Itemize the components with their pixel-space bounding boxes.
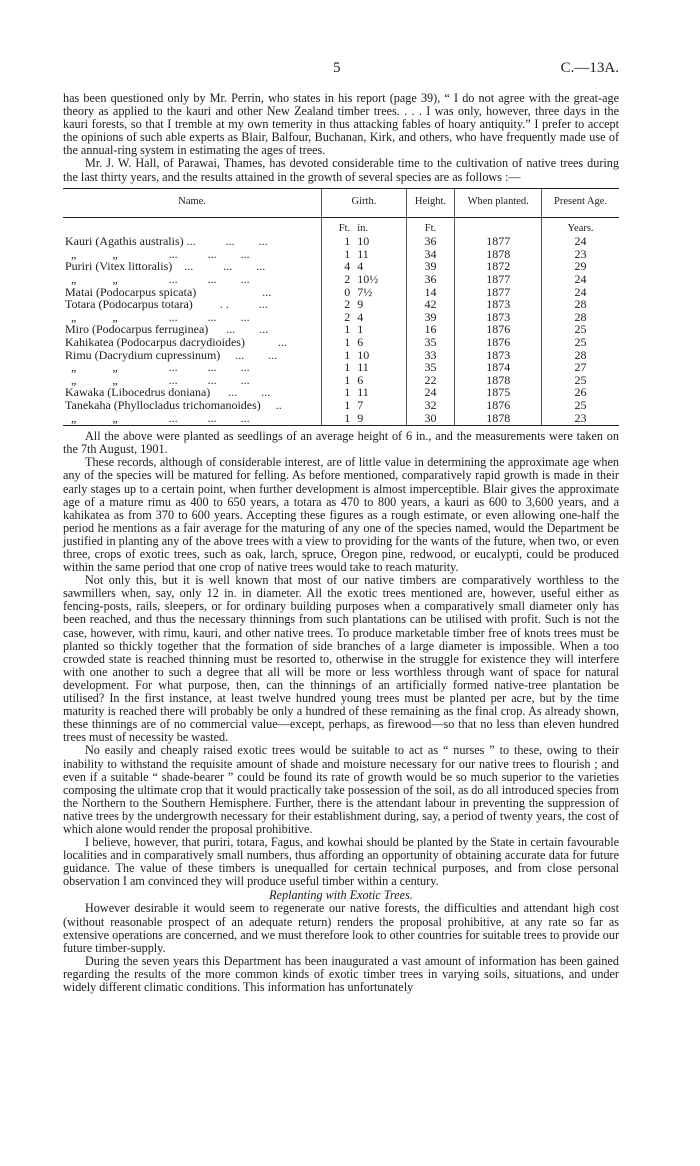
girth-feet: 0 [344,284,351,299]
tree-growth-table [63,188,619,427]
table-body [63,217,619,426]
girth-inches: 7½ [357,284,373,299]
age-cell: 28 [542,349,619,362]
height-cell: 14 [406,286,455,299]
age-cell: 27 [542,361,619,374]
height-cell: 24 [406,386,455,399]
girth-cell [322,311,406,324]
girth-feet: 4 [344,259,351,274]
tree-name: „ „ ... ... ... [63,412,322,426]
header-present-age: Present Age. [542,188,619,217]
header-when-planted: When planted. [455,188,542,217]
tree-name: „ „ ... ... ... [65,360,250,375]
planted-cell: 1877 [455,235,542,248]
girth-feet: 1 [344,410,351,425]
tree-name: „ „ ... ... ... [65,309,250,324]
girth-feet: 1 [344,322,351,337]
unit-inches: in. [357,222,368,234]
girth-feet: 2 [344,272,351,287]
height-cell: 35 [406,336,455,349]
unit-years: Years. [542,217,619,235]
girth-inches: 6 [357,335,364,349]
planted-cell: 1876 [455,399,542,412]
girth-cell [322,273,406,286]
table-row [63,361,619,374]
girth-cell [322,399,406,412]
table-row [63,399,619,412]
table-row [63,412,619,426]
unit-feet: Ft. [338,222,351,234]
header-girth: Girth. [322,188,406,217]
units-row [63,217,619,235]
girth-inches: 9 [357,410,364,425]
planted-cell: 1873 [455,349,542,362]
planted-cell: 1876 [455,323,542,336]
tree-name: Puriri (Vitex littoralis) ... ... ... [65,259,266,274]
paragraph-records: These records, although of considerable interest, are of little value in determining the approximate age when any of the species will be matured for felling. As before mentioned, comparatively rapid growth is made in their early stages up to a certain point, when further development is almost imperceptible. Blair gives the approximate age of a mature rimu as 400 to 650 years, a totara as 470 to 800 years, a kauri as 600 to 3,600 years, and a kahikatea as from 370 to 600 years. Accepting these figures as a rough estimate, or even allowing one-half the period he mentions as a fair average for the maturing of any one of the species named, would the Department be justified in planting any of the above trees with a view to providing for the wants of the future, when two, or even three, crops of exotic trees, such as oak, larch, spruce, Oregon pine, redwood, or eucalypti, could be produced within the same period that one crop of native trees would take to reach maturity. [63,455,619,575]
height-cell: 34 [406,248,455,261]
height-cell: 36 [406,235,455,248]
age-cell: 26 [542,386,619,399]
girth-inches: 4 [357,259,364,274]
height-cell: 22 [406,374,455,387]
planted-cell: 1873 [455,298,542,311]
age-cell: 28 [542,298,619,311]
table-row [63,298,619,311]
paragraph-regenerate: However desirable it would seem to regenerate our native forests, the difficulties and attendant high cost (without reasonable prospect of an adequate return) renders the proposal prohibitive, at any rate so far as extensive operations are concerned, and we must therefore look to other countries for suitable trees to provide our future timber-supply. [63,901,619,955]
planted-cell: 1878 [455,412,542,426]
tree-name: Kauri (Agathis australis) ... ... ... [65,234,268,249]
height-cell: 33 [406,349,455,362]
paragraph-thinnings: Not only this, but it is well known that most of our native timbers are comparatively worthless to the sawmillers when, say, only 12 in. in diameter. All the exotic trees mentioned are, however, useful either as fencing-posts, rails, sleepers, or for ordinary building purposes when a comparatively small diameter only has been reached, and thus the necessary thinnings from such plantations can be utilised with profit. Such is not the case, however, with rimu, kauri, and other native trees. To produce marketable timber free of knots trees must be planted so thickly together that the formation of side branches of a large diameter is impossible. When a too crowded state is reached thinning must be resorted to, otherwise in the struggle for existence they will interfere with one another to such a degree that all will be more or less worthless through want of space for natural development. For what purpose, then, can the thinnings of an artificially formed native-tree plantation be utilised? In the first instance, at least twelve hundred young trees must be planted per acre, but by the time maturity is reached there will probably be only a hundred of these remaining as the final crop. As already shown, these thinnings are of no commercial value—except, perhaps, as firewood—so that no less than eleven hundred trees must of necessity be wasted. [63,573,619,745]
girth-inches: 11 [357,385,369,400]
age-cell: 28 [542,311,619,324]
girth-cell [322,361,406,374]
paragraph-continuation: has been questioned only by Mr. Perrin, who states in his report (page 39), “ I do not agree with the great-age theory as applied to the kauri and other New Zealand timber trees. . . . I was only, however, three days in the kauri forests, so that I tremble at my own temerity in thus attacking fables of hoary antiquity.” I prefer to accept the opinions of such able experts as Blair, Balfour, Buchanan, Kirk, and others, who have frequently made use of the annual-ring system in estimating the ages of trees. [63,91,619,158]
page-header [63,52,619,92]
tree-name: „ „ ... ... ... [65,246,250,261]
height-cell: 30 [406,412,455,426]
header-height: Height. [406,188,455,217]
girth-feet: 1 [344,347,351,362]
girth-feet: 1 [344,234,351,249]
tree-name: „ „ ... ... ... [65,272,250,287]
document-reference: C.—13A. [560,60,619,76]
age-cell: 23 [542,248,619,261]
girth-cell [322,412,406,426]
girth-inches: 11 [357,360,369,375]
age-cell: 25 [542,336,619,349]
unit-height: Ft. [406,217,455,235]
planted-cell: 1873 [455,311,542,324]
tree-name: Kawaka (Libocedrus doniana) ... ... [65,385,271,400]
height-cell: 32 [406,399,455,412]
girth-feet: 1 [344,335,351,349]
tree-name: Matai (Podocarpus spicata) ... [65,284,272,299]
paragraph-nurses: No easily and cheaply raised exotic trees would be suitable to act as “ nurses ” to these, owing to their inability to withstand the requisite amount of shade and moisture necessary for our native trees to flourish ; and even if a suitable “ shade-bearer ” could be found its rate of growth would be so much superior to the varieties composing the ultimate crop that it would practically take possession of the soil, as do all introduced species from the Northern to the Southern Hemisphere. Further, there is the attendant labour in preventing the suppression of native trees by the undergrowth necessary for their establishment during, say, a period of twenty years, the cost of which alone would render the proposal prohibitive. [63,743,619,836]
page-number: 5 [333,60,341,76]
age-cell: 25 [542,323,619,336]
tree-name: Rimu (Dacrydium cupressinum) ... ... [65,347,278,362]
height-cell: 39 [406,311,455,324]
girth-feet: 1 [344,385,351,400]
girth-inches: 4 [357,309,364,324]
height-cell: 39 [406,260,455,273]
girth-cell [322,323,406,336]
planted-cell: 1878 [455,248,542,261]
planted-cell: 1878 [455,374,542,387]
tree-name: Miro (Podocarpus ferruginea) ... ... [65,322,269,337]
girth-inches: 10 [357,347,370,362]
girth-feet: 2 [344,297,351,312]
girth-feet: 1 [344,372,351,387]
girth-feet: 1 [344,397,351,412]
table-header-row [63,188,619,217]
girth-inches: 1 [357,322,364,337]
height-cell: 16 [406,323,455,336]
height-cell: 35 [406,361,455,374]
paragraph-hall-intro: Mr. J. W. Hall, of Parawai, Thames, has devoted considerable time to the cultivation of native trees during the last thirty years, and the results attained in the growth of several species are as follows :— [63,156,619,184]
header-name: Name. [63,188,322,217]
age-cell: 24 [542,286,619,299]
height-cell: 36 [406,273,455,286]
girth-cell [322,386,406,399]
table-row [63,235,619,248]
planted-cell: 1875 [455,386,542,399]
girth-inches: 10 [357,234,370,249]
age-cell: 25 [542,399,619,412]
height-cell: 42 [406,298,455,311]
girth-cell [322,298,406,311]
document-page [63,52,619,994]
girth-feet: 1 [344,360,351,375]
planted-cell: 1874 [455,361,542,374]
table-row [63,336,619,349]
table-row [63,273,619,286]
planted-cell: 1872 [455,260,542,273]
paragraph-department: During the seven years this Department has been inaugurated a vast amount of information has been gained regarding the results of the more common kinds of exotic timber trees in varying soils, situations, and under widely different climatic conditions. This information has unfortunately [63,953,619,994]
girth-inches: 11 [357,246,369,261]
planted-cell: 1876 [455,336,542,349]
age-cell: 25 [542,374,619,387]
girth-feet: 2 [344,309,351,324]
girth-cell [322,286,406,299]
girth-feet: 1 [344,246,351,261]
paragraph-state-planting: I believe, however, that puriri, totara, Fagus, and kowhai should be planted by the State in certain favourable localities and in comparatively small numbers, thus affording an opportunity of obtaining accurate data for future guidance. The value of these timbers is unequalled for certain technical purposes, and from close personal observation I am convinced they will produce useful timber within a century. [63,835,619,889]
age-cell: 23 [542,412,619,426]
planted-cell: 1877 [455,273,542,286]
girth-cell [322,336,406,349]
planted-cell: 1877 [455,286,542,299]
paragraph-planting-note: All the above were planted as seedlings of an average height of 6 in., and the measurements were taken on the 7th August, 1901. [63,429,619,457]
girth-inches: 9 [357,297,364,312]
girth-inches: 7 [357,397,364,412]
girth-cell [322,248,406,261]
girth-cell [322,235,406,248]
section-heading: Replanting with Exotic Trees. [269,888,413,903]
girth-inches: 10½ [357,272,379,287]
tree-name: „ „ ... ... ... [65,372,250,387]
age-cell: 29 [542,260,619,273]
tree-name: Tanekaha (Phyllocladus trichomanoides) .. [65,397,282,412]
age-cell: 24 [542,273,619,286]
girth-inches: 6 [357,372,364,387]
tree-name: Kahikatea (Podocarpus dacrydioides) ... [65,335,287,349]
age-cell: 24 [542,235,619,248]
tree-name: Totara (Podocarpus totara) . . ... [65,297,268,312]
